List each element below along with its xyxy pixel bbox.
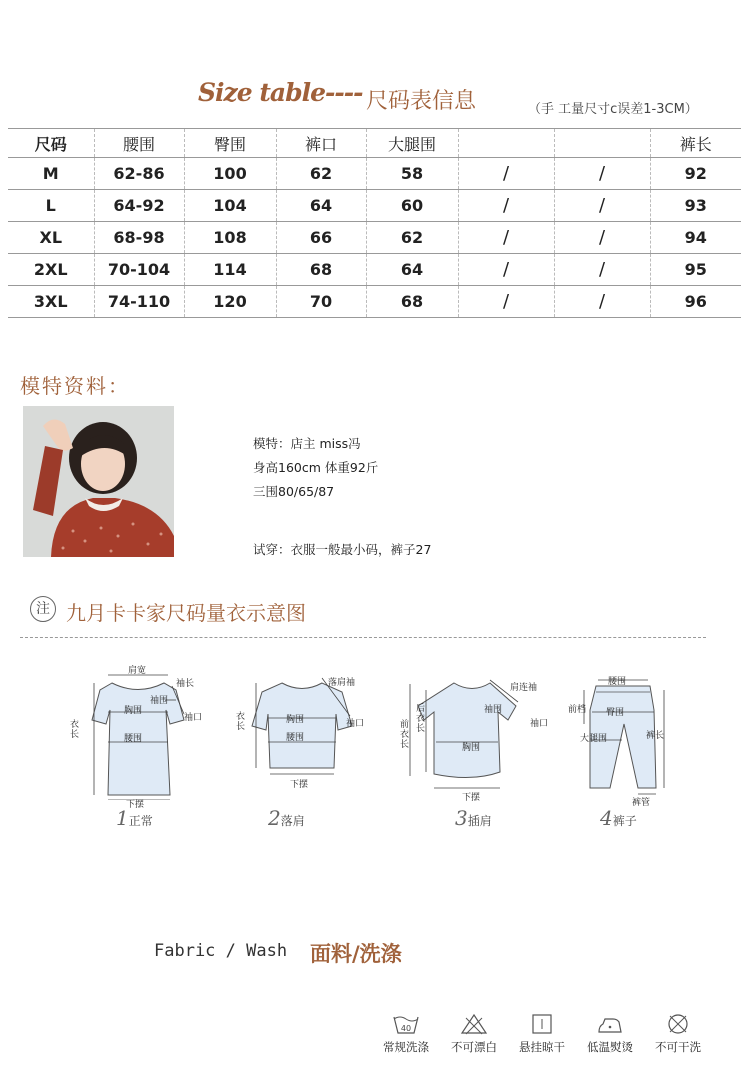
care-label: 不可漂白: [451, 1040, 497, 1054]
model-info-heading: 模特资料：: [20, 374, 130, 398]
table-cell: 62-86: [94, 158, 184, 190]
size-table: [8, 128, 741, 318]
care-item-no-dry-clean: [638, 1012, 718, 1055]
table-cell: 74-110: [94, 286, 184, 318]
table-cell: 64-92: [94, 190, 184, 222]
label-leg-opening: 裤管: [632, 798, 651, 808]
table-cell: 64: [366, 254, 458, 286]
label-chest: 胸围: [124, 706, 143, 716]
model-height-weight: 身高160cm 体重92斤: [253, 460, 379, 475]
label-sleeve-circ: 袖围: [484, 705, 503, 715]
table-cell: 68: [366, 286, 458, 318]
caption-text: 落肩: [280, 814, 305, 828]
table-cell: 108: [184, 222, 276, 254]
label-front-rise: 前档: [568, 705, 587, 715]
label-back-length: 后衣长: [416, 704, 426, 734]
table-cell: 70-104: [94, 254, 184, 286]
header-empty: [554, 129, 650, 158]
table-cell: 62: [366, 222, 458, 254]
table-cell: 3XL: [8, 286, 94, 318]
table-cell: 92: [650, 158, 741, 190]
table-cell: /: [554, 190, 650, 222]
model-fit-note: 试穿：衣服一般最小码，裤子27: [253, 542, 432, 557]
table-cell: /: [554, 158, 650, 190]
no-bleach-icon: [459, 1012, 489, 1036]
caption-dropped-shoulder: [268, 806, 305, 830]
caption-number: 4: [600, 806, 613, 830]
label-hem: 下摆: [290, 780, 309, 790]
table-cell: /: [458, 286, 554, 318]
table-cell: 68-98: [94, 222, 184, 254]
caption-number: 3: [455, 806, 468, 830]
label-pants-length: 裤长: [646, 731, 665, 741]
label-waist: 腰围: [124, 734, 143, 744]
table-cell: 68: [276, 254, 366, 286]
low-iron-icon: [595, 1012, 625, 1036]
table-cell: 96: [650, 286, 741, 318]
table-row: [8, 254, 741, 286]
model-photo: [23, 406, 174, 557]
caption-number: 2: [268, 806, 281, 830]
divider: [20, 637, 706, 638]
header-waist: 腰围: [94, 129, 184, 158]
header-hip: 臀围: [184, 129, 276, 158]
caption-text: 插肩: [467, 814, 492, 828]
caption-text: 裤子: [612, 814, 637, 828]
table-row: [8, 158, 741, 190]
wash-40-icon: [391, 1012, 421, 1036]
label-cuff: 袖口: [184, 713, 203, 723]
pants-diagram: [566, 650, 676, 800]
table-cell: XL: [8, 222, 94, 254]
diagram-heading: 九月卡卡家尺码量衣示意图: [66, 601, 306, 625]
table-cell: 64: [276, 190, 366, 222]
header-thigh: 大腿围: [366, 129, 458, 158]
table-cell: 114: [184, 254, 276, 286]
hang-dry-icon: [527, 1012, 557, 1036]
label-hem: 下摆: [462, 793, 481, 803]
table-cell: /: [458, 190, 554, 222]
no-dry-clean-icon: [663, 1012, 693, 1036]
table-cell: M: [8, 158, 94, 190]
label-length: 衣长: [236, 712, 246, 732]
label-hem: 下摆: [126, 800, 145, 810]
header-size: 尺码: [8, 129, 94, 158]
label-sleeve-circ: 袖围: [150, 696, 169, 706]
label-shoulder-width: 肩宽: [128, 666, 147, 676]
label-front-length: 前衣长: [400, 720, 410, 750]
table-cell: 120: [184, 286, 276, 318]
table-cell: 62: [276, 158, 366, 190]
wash-temp: 40: [400, 1024, 412, 1033]
header-hem: 裤口: [276, 129, 366, 158]
fabric-wash-title-en: Fabric / Wash: [154, 941, 288, 961]
model-name: 模特：店主 miss冯: [253, 436, 361, 451]
table-cell: 94: [650, 222, 741, 254]
label-waist: 腰围: [286, 733, 305, 743]
table-cell: /: [554, 222, 650, 254]
table-cell: /: [458, 254, 554, 286]
table-cell: 66: [276, 222, 366, 254]
table-row: [8, 222, 741, 254]
label-hip: 臀围: [606, 708, 625, 718]
table-cell: 70: [276, 286, 366, 318]
table-header-row: [8, 129, 741, 158]
table-cell: 95: [650, 254, 741, 286]
caption-raglan: [455, 806, 492, 830]
model-measurements: 三围80/65/87: [253, 484, 335, 499]
table-cell: 58: [366, 158, 458, 190]
label-waist: 腰围: [608, 677, 627, 687]
table-cell: 93: [650, 190, 741, 222]
table-cell: /: [458, 158, 554, 190]
label-length: 衣长: [70, 720, 80, 740]
label-raglan-sleeve: 肩连袖: [510, 683, 538, 693]
table-cell: 60: [366, 190, 458, 222]
size-table-title-cn: 尺码表信息: [366, 89, 477, 114]
table-row: [8, 190, 741, 222]
fabric-wash-title-cn: 面料/洗涤: [310, 942, 402, 966]
header-empty: [458, 129, 554, 158]
table-cell: 104: [184, 190, 276, 222]
table-cell: /: [554, 254, 650, 286]
care-label: 低温熨烫: [587, 1040, 633, 1054]
label-chest: 胸围: [286, 715, 305, 725]
note-mark: 注: [30, 596, 56, 622]
label-cuff: 袖口: [346, 719, 365, 729]
table-cell: /: [458, 222, 554, 254]
label-cuff: 袖口: [530, 719, 549, 729]
table-cell: 100: [184, 158, 276, 190]
table-cell: 2XL: [8, 254, 94, 286]
caption-text: 正常: [128, 814, 153, 828]
caption-regular: [116, 806, 153, 830]
label-sleeve-length: 袖长: [176, 679, 195, 689]
table-cell: /: [554, 286, 650, 318]
caption-pants: [600, 806, 637, 830]
table-cell: L: [8, 190, 94, 222]
care-label: 不可干洗: [655, 1040, 701, 1054]
label-dropped-sleeve: 落肩袖: [328, 678, 356, 688]
caption-number: 1: [116, 806, 129, 830]
table-row: [8, 286, 741, 318]
care-label: 常规洗涤: [383, 1040, 429, 1054]
header-length: 裤长: [650, 129, 741, 158]
label-thigh: 大腿围: [580, 734, 608, 744]
label-chest: 胸围: [462, 743, 481, 753]
measurement-note: （手 工量尺寸c误差1-3CM）: [528, 102, 698, 117]
size-table-title-en: Size table----: [198, 78, 363, 107]
care-label: 悬挂晾干: [519, 1040, 565, 1054]
